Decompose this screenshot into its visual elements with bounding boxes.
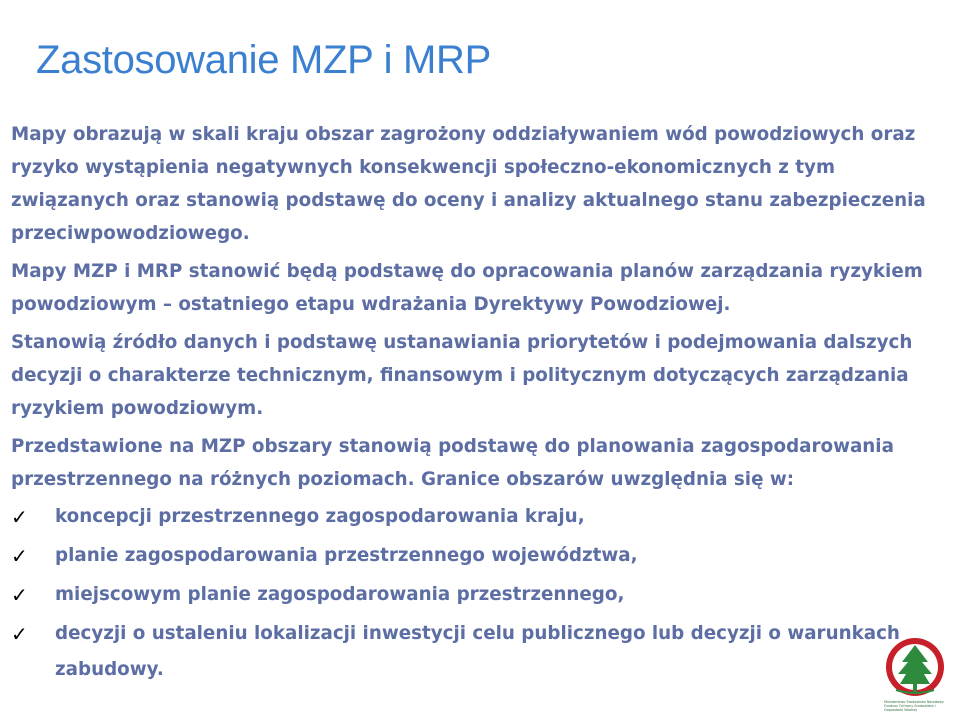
paragraph-3: Stanowią źródło danych i podstawę ustanawiania priorytetów i podejmowania dalszych decyzji o charakterze technicznym, finansowym i politycznym dotyczących zarządzania ryzykiem powodziowym. <box>11 332 913 419</box>
logo-caption: Ministerstwo Środowiska Narodowy Fundusz Ochrony Środowiska i Gospodarki Wodnej <box>884 700 944 713</box>
list-item <box>11 616 956 688</box>
checkmark-icon: ✓ <box>11 544 28 568</box>
list-item-label: planie zagospodarowania przestrzennego województwa, <box>55 545 638 566</box>
list-item <box>11 577 956 613</box>
paragraph-4: Przedstawione na MZP obszary stanowią podstawę do planowania zagospodarowania przestrzennego na różnych poziomach. Granice obszarów uwzględnia się w: <box>11 436 894 490</box>
list-item-label: koncepcji przestrzennego zagospodarowania kraju, <box>55 506 585 527</box>
list-item-label: decyzji o ustaleniu lokalizacji inwestycji celu publicznego lub decyzji o warunkach zabudowy. <box>55 623 900 680</box>
slide-title: Zastosowanie MZP i MRP <box>36 38 492 82</box>
paragraph-1: Mapy obrazują w skali kraju obszar zagrożony oddziaływaniem wód powodziowych oraz ryzyko wystąpienia negatywnych konsekwencji społeczno-ekonomicznych z tym związanych oraz stanowią podstawę do oceny i analizy aktualnego stanu zabezpieczenia przeciwpowodziowego. <box>11 124 926 244</box>
paragraph-2: Mapy MZP i MRP stanowić będą podstawę do opracowania planów zarządzania ryzykiem powodziowym – ostatniego etapu wdrażania Dyrektywy Powodziowej. <box>11 261 923 315</box>
list-item <box>11 538 956 574</box>
checkmark-icon: ✓ <box>11 622 28 646</box>
list-item <box>11 499 956 535</box>
logo-emblem <box>884 636 946 700</box>
checkmark-icon: ✓ <box>11 505 28 529</box>
checklist <box>11 499 956 688</box>
ministry-logo-icon <box>884 636 946 724</box>
list-item-label: miejscowym planie zagospodarowania przestrzennego, <box>55 584 625 605</box>
checkmark-icon: ✓ <box>11 583 28 607</box>
slide-body <box>11 118 956 688</box>
